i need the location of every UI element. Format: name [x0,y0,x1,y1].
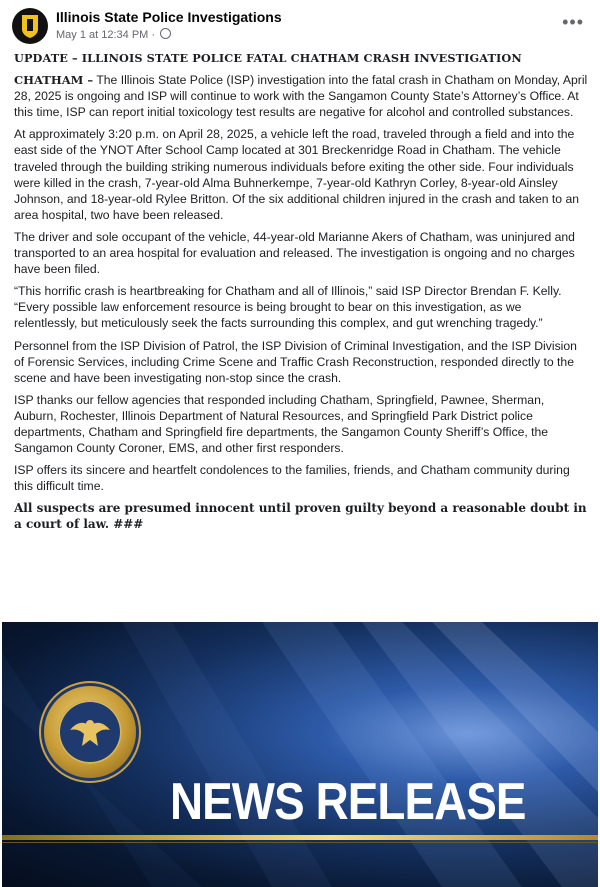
paragraph-1 [14,72,588,120]
post-headline: UPDATE – ILLINOIS STATE POLICE FATAL CHATHAM CRASH INVESTIGATION [14,51,522,65]
paragraph-6: ISP thanks our fellow agencies that responded including Chatham, Springfield, Pawnee, Sherman, Auburn, Rochester, Illinois Department of Natural Resources, and Springfield Park District police departments, Chatham and Springfield fire departments, the Sangamon County Sheriff’s Office, the Sangamon County Coroner, EMS, and other first responders. [14,392,549,456]
meta-separator: · [151,29,156,41]
paragraph-3: The driver and sole occupant of the vehicle, 44-year-old Marianne Akers of Chatham, was uninjured and transported to an area hospital for evaluation and released. The investigation is ongoing and no charges have been filed. [14,229,575,277]
isp-seal-logo [44,686,136,778]
news-release-image[interactable] [2,622,598,887]
seal-center [58,700,122,764]
post-text [14,50,588,538]
isp-logo-icon [20,13,40,39]
post-timestamp[interactable]: May 1 at 12:34 PM [56,29,149,41]
page-avatar[interactable] [12,8,48,44]
post-meta [56,28,171,41]
globe-icon [160,28,171,39]
more-options-button[interactable]: ••• [562,12,584,32]
disclaimer: All suspects are presumed innocent until proven guilty beyond a reasonable doubt in a court of law. ### [14,501,587,532]
gold-divider [2,835,598,840]
paragraph-4: “This horrific crash is heartbreaking for Chatham and all of Illinois,” said ISP Director Brendan F. Kelly. “Every possible law enforcement resource is being brought to bear on this investigation, as we relentlessly, but meticulously seek the facts surrounding this complex, and gut wrenching tragedy.” [14,284,562,331]
post-header [0,0,600,48]
paragraph-1-text: The Illinois State Police (ISP) investigation into the fatal crash in Chatham on Monday, April 28, 2025 is ongoing and ISP will continue to work with the Sangamon County State’s Attorney’s Office. At this time, ISP can report initial toxicology test results are negative for alcohol and controlled substances. [14,73,588,120]
paragraph-5: Personnel from the ISP Division of Patrol, the ISP Division of Criminal Investigation, and the ISP Division of Forensic Services, including Crime Scene and Traffic Crash Reconstruction, responded directly to the scene and have been investigating non-stop since the crash. [14,338,577,385]
gold-divider-thin [2,842,598,843]
dateline: CHATHAM – [14,73,94,88]
paragraph-2: At approximately 3:20 p.m. on April 28, 2025, a vehicle left the road, traveled through a field and into the east side of the YNOT After School Camp located at 301 Breckenridge Road in Chatham. The vehicle traveled through the building striking numerous individuals before exiting the other side. Four individuals were killed in the crash, 7-year-old Alma Buhnerkempe, 7-year-old Kathryn Corley, 8-year-old Ainsley Johnson, and 18-year-old Rylee Britton. Of the six additional children injured in the crash and taken to an area hospital, two have been released. [14,127,580,222]
paragraph-7: ISP offers its sincere and heartfelt condolences to the families, friends, and Chatham community during this difficult time. [14,463,570,494]
page-name-link[interactable]: Illinois State Police Investigations [56,9,282,25]
news-release-title: NEWS RELEASE [170,773,526,831]
eagle-icon [58,700,122,764]
